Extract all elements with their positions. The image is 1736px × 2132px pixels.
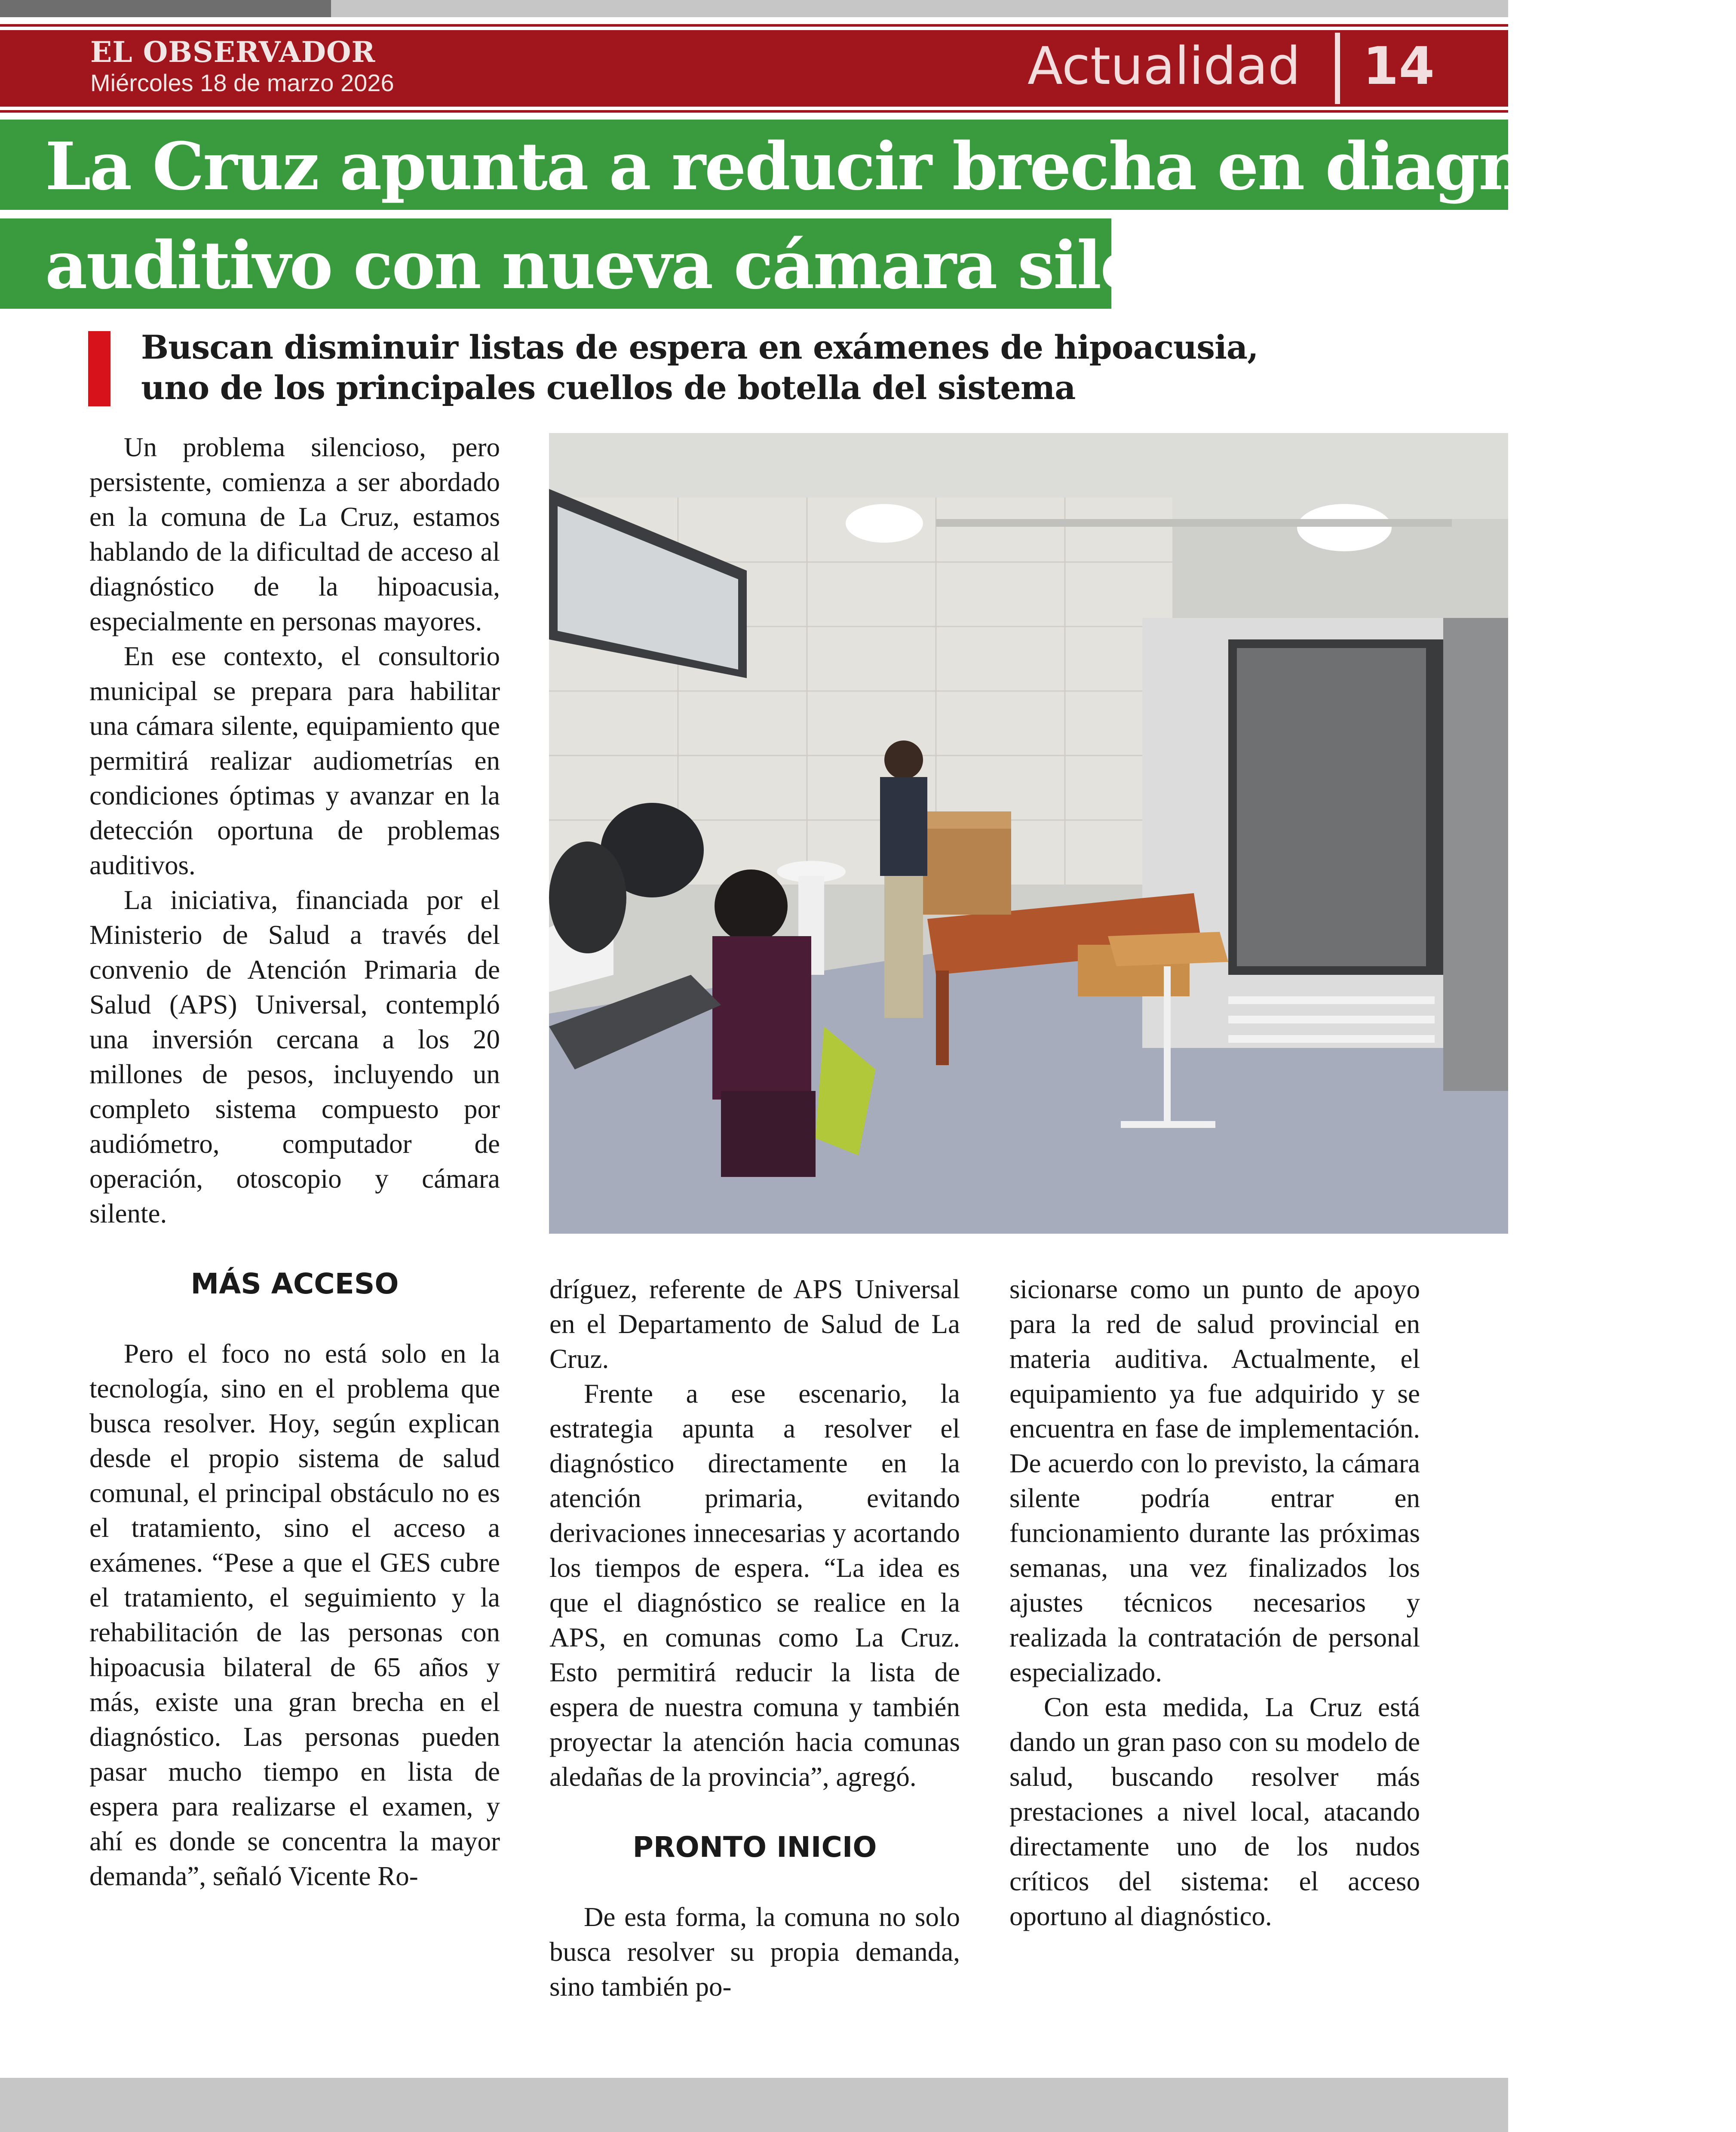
- subtitle-accent-bar: [88, 331, 110, 406]
- article-paragraph: sicionarse como un punto de apoyo para la red de salud provincial en materia auditiva. Actualmente, el equipamiento ya fue adquirido y se encuentra en fase de implementación. De acuerdo con lo previsto, la cámara silente podría entrar en funcionamiento durante las próximas semanas, una vez finalizados los ajustes técnicos necesarios y realizada la contratación de personal especializado.: [1009, 1274, 1420, 1687]
- headline-line-2: auditivo con nueva cámara silente: [45, 227, 1256, 304]
- subhead-mas-acceso: MÁS ACCESO: [190, 1267, 399, 1300]
- subtitle-line-1: Buscan disminuir listas de espera en exámenes de hipoacusia,: [141, 328, 1258, 366]
- photo-illustration: [549, 433, 1508, 1234]
- header-divider: [1335, 33, 1340, 104]
- article-paragraph: En ese contexto, el consultorio municipal se prepara para habilitar una cámara silente, equipamiento que permitirá realizar audiometrías en condiciones óptimas y avanzar en la detección oportuna de problemas auditivos.: [89, 641, 500, 880]
- article-paragraph: Con esta medida, La Cruz está dando un gran paso con su modelo de salud, buscando resolver más prestaciones a nivel local, atacando directamente uno de los nudos críticos del sistema: el acceso oportuno al diagnóstico.: [1009, 1692, 1420, 1931]
- article-column-3: [1009, 1272, 1420, 1934]
- subhead-pronto-inicio: PRONTO INICIO: [632, 1831, 877, 1864]
- header-rule-bottom: [0, 110, 1508, 113]
- article-column-2: [549, 1272, 960, 2004]
- header-rule-top: [0, 24, 1508, 27]
- section-name: Actualidad: [1027, 37, 1301, 96]
- headline-line-1: La Cruz apunta a reducir brecha en diagnóstico: [45, 128, 1736, 205]
- page-number: 14: [1363, 37, 1435, 96]
- article-paragraph: Pero el foco no está solo en la tecnología, sino en el problema que busca resolver. Hoy, según explican desde el propio sistema de salud comunal, el principal obstáculo no es el tratamiento, sino el acceso a exámenes. “Pese a que el GES cubre el tratamiento, el seguimiento y la rehabilitación de las personas con hipoacusia bilateral de 65 años y más, existe una gran brecha en el diagnóstico. Las personas pueden pasar mucho tiempo en lista de espera para realizarse el examen, y ahí es donde se concentra la mayor demanda”, señaló Vicente Ro-: [89, 1339, 500, 1891]
- article-paragraph: Frente a ese escenario, la estrategia apunta a resolver el diagnóstico directamente en la atención primaria, evitando derivaciones innecesarias y acortando los tiempos de espera. “La idea es que el diagnóstico se realice en la APS, en comunas como La Cruz. Esto permitirá reducir la lista de espera de nuestra comuna y también proyectar la atención hacia comunas aledañas de la provincia”, agregó.: [549, 1379, 960, 1792]
- article-column-1: [89, 430, 500, 1894]
- top-dark-strip: [0, 0, 331, 17]
- article-photo: [549, 433, 1508, 1234]
- subtitle-line-2: uno de los principales cuellos de botella del sistema: [141, 369, 1076, 407]
- article-paragraph: dríguez, referente de APS Universal en el Departamento de Salud de La Cruz.: [549, 1274, 960, 1374]
- newspaper-name: EL OBSERVADOR: [90, 35, 376, 69]
- issue-date: Miércoles 18 de marzo 2026: [90, 69, 394, 96]
- article-paragraph: De esta forma, la comuna no solo busca resolver su propia demanda, sino también po-: [549, 1902, 960, 2002]
- article-paragraph: Un problema silencioso, pero persistente, comienza a ser abordado en la comuna de La Cruz, estamos hablando de la dificultad de acceso al diagnóstico de la hipoacusia, especialmente en personas mayores.: [89, 432, 500, 636]
- article-paragraph: La iniciativa, financiada por el Ministerio de Salud a través del convenio de Atención Primaria de Salud (APS) Universal, contempló una inversión cercana a los 20 millones de pesos, incluyendo un completo sistema compuesto por audiómetro, computador de operación, otoscopio y cámara silente.: [89, 885, 500, 1229]
- bottom-gray-strip: [0, 2078, 1508, 2132]
